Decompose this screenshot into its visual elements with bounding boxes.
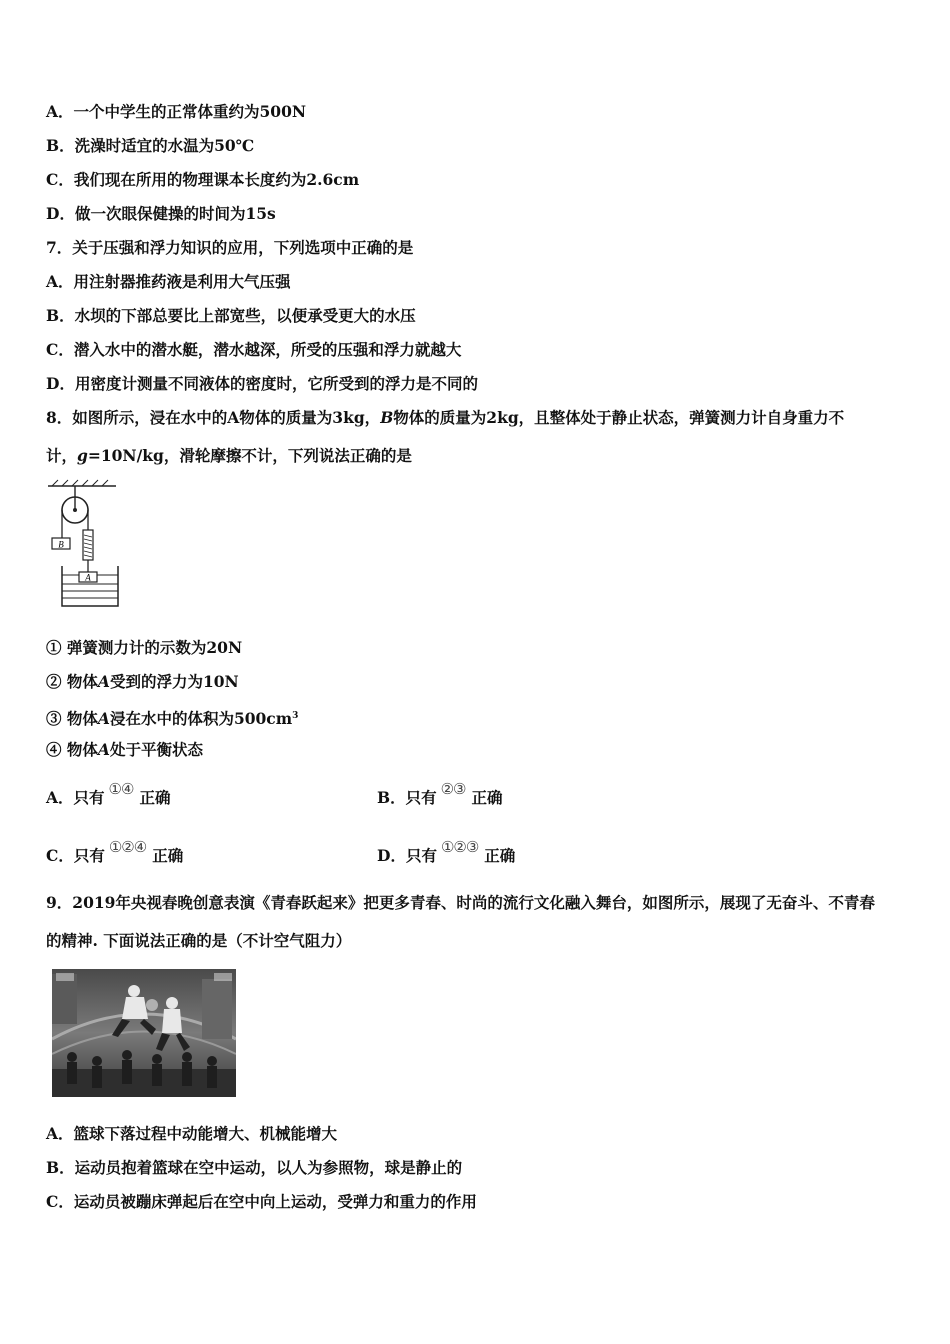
block-a-label: A xyxy=(85,572,91,583)
performance-photo xyxy=(52,969,236,1097)
q8-stem-line-2: 计，g=10N/kg，滑轮摩擦不计，下列说法正确的是 xyxy=(46,446,412,465)
q8-statement-3: ③ 物体A浸在水中的体积为$500cm^3$ xyxy=(46,709,299,729)
block-b-label: B xyxy=(58,539,64,550)
q7-option-b: B．水坝的下部总要比上部宽些，以便承受更大的水压 xyxy=(46,306,416,325)
q9-option-a: A．篮球下落过程中动能增大、机械能增大 xyxy=(46,1124,338,1143)
q8-option-c: C．只有 ①②④ 正确 xyxy=(46,838,184,865)
q6-option-d: D．做一次眼保健操的时间为15s xyxy=(46,204,276,223)
q7-option-a: A．用注射器推药液是利用大气压强 xyxy=(46,272,291,291)
q7-option-c: C．潜入水中的潜水艇，潜水越深，所受的压强和浮力就越大 xyxy=(46,340,462,359)
q6-option-a: A．一个中学生的正常体重约为500N xyxy=(46,102,307,121)
q7-option-d: D．用密度计测量不同液体的密度时，它所受到的浮力是不同的 xyxy=(46,374,478,393)
q8-statement-1: ① 弹簧测力计的示数为20N xyxy=(46,638,243,657)
q9-stem-line-2: 的精神. 下面说法正确的是（不计空气阻力） xyxy=(46,931,352,950)
q7-stem: 7．关于压强和浮力知识的应用，下列选项中正确的是 xyxy=(46,238,414,257)
q8-statement-2: ② 物体A受到的浮力为10N xyxy=(46,672,239,691)
q8-stem-line-1: 8．如图所示，浸在水中的A物体的质量为3kg，B物体的质量为2kg，且整体处于静止状态，弹簧测力计自身重力不 xyxy=(46,408,845,427)
q9-option-c: C．运动员被蹦床弹起后在空中向上运动，受弹力和重力的作用 xyxy=(46,1192,477,1211)
q8-option-b: B．只有 ②③ 正确 xyxy=(377,780,503,807)
q6-option-b: B．洗澡时适宜的水温为50℃ xyxy=(46,136,255,155)
q9-stem-line-1: 9．2019年央视春晚创意表演《青春跃起来》把更多青春、时尚的流行文化融入舞台，如图所示，展现了无奋斗、不青春 xyxy=(46,893,875,912)
pulley-diagram xyxy=(46,478,122,610)
q6-option-c: C．我们现在所用的物理课本长度约为2.6cm xyxy=(46,170,360,189)
q8-option-d: D．只有 ①②③ 正确 xyxy=(377,838,516,865)
q8-statement-4: ④ 物体A处于平衡状态 xyxy=(46,740,203,759)
q9-option-b: B．运动员抱着篮球在空中运动，以人为参照物，球是静止的 xyxy=(46,1158,463,1177)
q8-option-a: A．只有 ①④ 正确 xyxy=(46,780,171,807)
